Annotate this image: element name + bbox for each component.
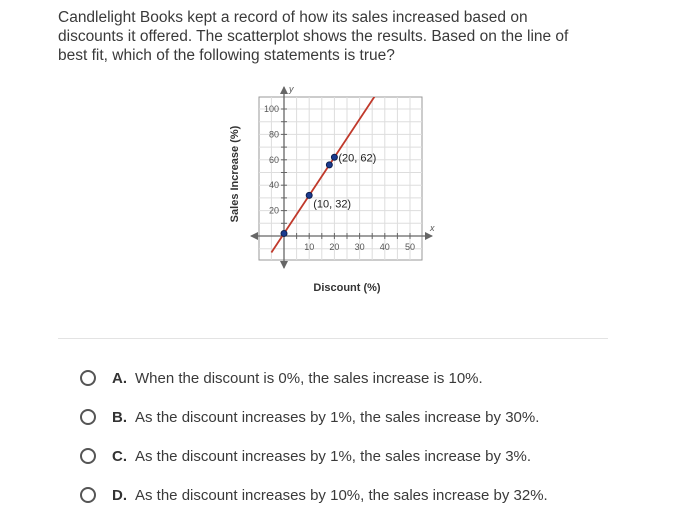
- x-tick-label: 30: [354, 242, 365, 252]
- point-label: (10, 32): [313, 198, 352, 211]
- radio-button[interactable]: [80, 448, 96, 464]
- choice-text: As the discount increases by 1%, the sales increase by 30%.: [135, 408, 540, 426]
- y-axis-arrow-down: [280, 261, 288, 269]
- choice-a[interactable]: [80, 366, 483, 390]
- choice-letter: A.: [112, 369, 127, 387]
- x-tick-label: 50: [404, 242, 416, 252]
- divider: [58, 338, 608, 339]
- choice-letter: C.: [112, 447, 127, 465]
- x-axis-arrow-left: [250, 232, 258, 240]
- y-tick-label: 60: [268, 154, 279, 165]
- y-axis-arrow-up: [280, 86, 288, 94]
- x-axis-label: Discount (%): [313, 282, 381, 294]
- point-label: (20, 62): [338, 152, 377, 165]
- x-tick-label: 40: [379, 242, 390, 252]
- choice-b[interactable]: [80, 405, 539, 429]
- data-point: [281, 230, 287, 236]
- choice-letter: B.: [112, 408, 127, 426]
- radio-button[interactable]: [80, 487, 96, 503]
- radio-button[interactable]: [80, 370, 96, 386]
- radio-button[interactable]: [80, 409, 96, 425]
- choice-letter: D.: [112, 486, 127, 504]
- question-line: discounts it offered. The scatterplot shows the results. Based on the line of: [58, 28, 569, 45]
- choice-text: As the discount increases by 1%, the sales increase by 3%.: [135, 447, 532, 465]
- x-tick-label: 20: [329, 242, 340, 252]
- choice-d[interactable]: [80, 483, 548, 507]
- y-tick-label: 40: [268, 180, 279, 191]
- choice-text: When the discount is 0%, the sales increase is 10%.: [135, 369, 483, 387]
- y-tick-label: 100: [263, 104, 279, 114]
- choice-c[interactable]: [80, 444, 531, 468]
- data-point: [326, 162, 332, 168]
- y-tick-label: 20: [268, 205, 279, 216]
- question-line: Candlelight Books kept a record of how its sales increased based on: [58, 9, 528, 26]
- data-point: [331, 154, 337, 160]
- y-axis-name: y: [289, 84, 294, 94]
- x-axis-name: x: [430, 223, 435, 233]
- x-axis-arrow-right: [425, 232, 433, 240]
- y-axis-label: Sales Increase (%): [229, 125, 241, 223]
- x-tick-label: 10: [304, 242, 315, 252]
- choice-text: As the discount increases by 10%, the sales increase by 32%.: [135, 486, 548, 504]
- question-line: best fit, which of the following statements is true?: [58, 47, 395, 64]
- data-point: [306, 192, 312, 198]
- y-tick-label: 80: [268, 129, 279, 140]
